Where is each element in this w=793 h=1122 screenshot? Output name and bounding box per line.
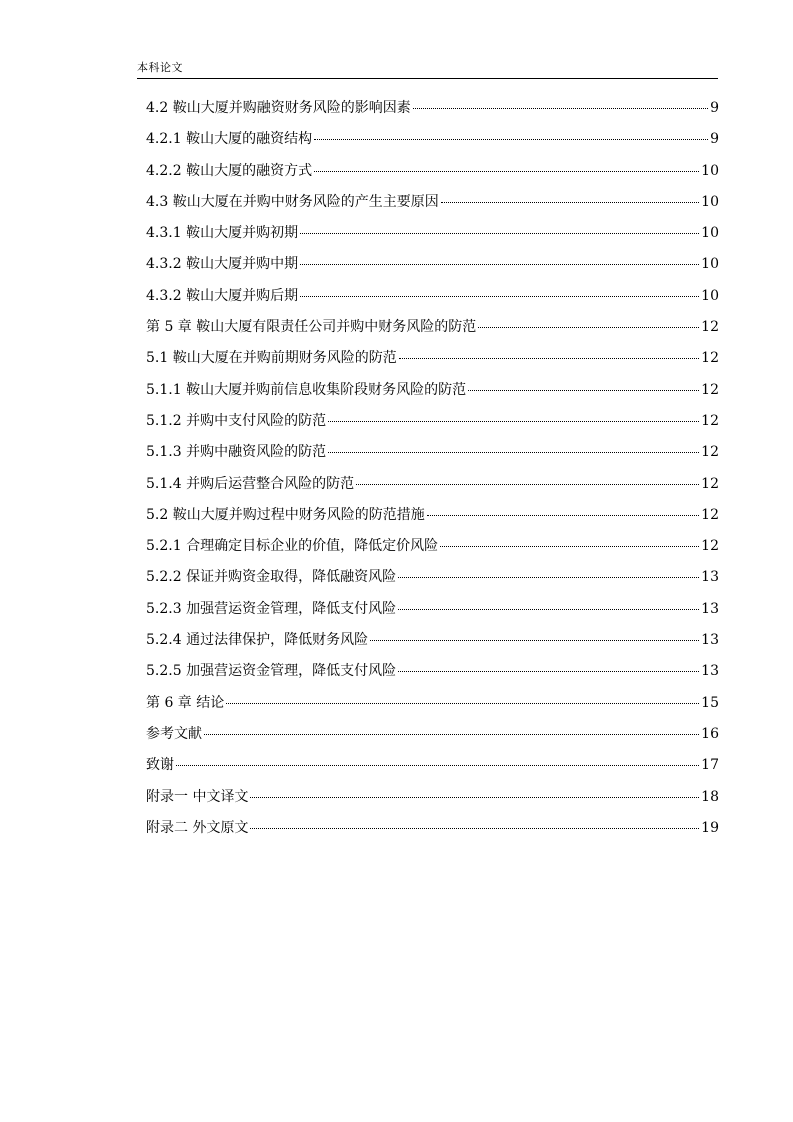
toc-entry-page: 10 — [701, 193, 719, 210]
toc-entry-page: 12 — [701, 444, 719, 461]
toc-dot-leader — [356, 484, 699, 485]
toc-entry[interactable] — [146, 535, 719, 566]
toc-entry-page: 13 — [701, 663, 719, 680]
toc-dot-leader — [441, 202, 699, 203]
toc-entry[interactable] — [146, 316, 719, 347]
toc-entry[interactable] — [146, 253, 719, 284]
toc-entry-title: 4.2 鞍山大厦并购融资财务风险的影响因素 — [146, 100, 411, 116]
toc-entry[interactable] — [146, 598, 719, 629]
toc-dot-leader — [328, 452, 699, 453]
toc-entry-page: 10 — [701, 256, 719, 273]
toc-entry[interactable] — [146, 160, 719, 191]
toc-entry-page: 10 — [701, 225, 719, 242]
toc-dot-leader — [398, 609, 699, 610]
toc-dot-leader — [204, 734, 699, 735]
toc-entry-title: 5.2.1 合理确定目标企业的价值，降低定价风险 — [146, 538, 439, 555]
toc-entry-title: 第 6 章 结论 — [146, 694, 225, 711]
toc-entry[interactable] — [146, 410, 719, 441]
toc-dot-leader — [413, 108, 708, 109]
toc-entry-page: 12 — [701, 350, 719, 367]
toc-dot-leader — [176, 765, 699, 766]
toc-entry[interactable] — [146, 692, 719, 723]
toc-entry-title: 4.3.1 鞍山大厦并购初期 — [146, 225, 299, 242]
toc-entry-title: 5.2.5 加强营运资金管理，降低支付风险 — [146, 663, 397, 680]
toc-entry[interactable] — [146, 347, 719, 378]
toc-entry-page: 12 — [701, 475, 719, 492]
toc-entry-page: 10 — [701, 162, 719, 179]
toc-dot-leader — [399, 358, 699, 359]
toc-entry[interactable] — [146, 629, 719, 660]
toc-dot-leader — [427, 515, 699, 516]
toc-entry-title: 4.2.2 鞍山大厦的融资方式 — [146, 162, 313, 179]
toc-entry[interactable] — [146, 285, 719, 316]
toc-entry[interactable] — [146, 191, 719, 222]
toc-entry-title: 致谢 — [146, 757, 174, 774]
toc-entry-title: 5.1.4 并购后运营整合风险的防范 — [146, 475, 355, 492]
toc-entry[interactable] — [146, 379, 719, 410]
toc-entry-page: 12 — [701, 506, 719, 523]
toc-entry[interactable] — [146, 754, 719, 785]
toc-dot-leader — [300, 233, 699, 234]
toc-dot-leader — [468, 390, 699, 391]
toc-entry-title: 5.2.2 保证并购资金取得，降低融资风险 — [146, 569, 397, 586]
toc-entry-title: 5.2.3 加强营运资金管理，降低支付风险 — [146, 600, 397, 617]
toc-entry[interactable] — [146, 786, 719, 817]
toc-dot-leader — [398, 671, 699, 672]
toc-entry-page: 16 — [701, 725, 719, 742]
toc-entry-page: 9 — [710, 131, 719, 148]
toc-entry-title: 5.2 鞍山大厦并购过程中财务风险的防范措施 — [146, 506, 425, 523]
toc-dot-leader — [478, 327, 699, 328]
toc-entry-title: 参考文献 — [146, 725, 202, 742]
toc-entry[interactable] — [146, 222, 719, 253]
table-of-contents — [146, 97, 719, 848]
toc-dot-leader — [398, 577, 699, 578]
toc-dot-leader — [300, 264, 699, 265]
toc-dot-leader — [300, 296, 699, 297]
toc-entry-page: 17 — [701, 757, 719, 774]
toc-entry-page: 15 — [701, 694, 719, 711]
toc-entry-page: 18 — [701, 788, 719, 805]
toc-entry-title: 附录一 中文译文 — [146, 788, 249, 805]
toc-dot-leader — [370, 640, 699, 641]
toc-entry-title: 5.1.2 并购中支付风险的防范 — [146, 412, 327, 429]
toc-entry[interactable] — [146, 723, 719, 754]
toc-dot-leader — [440, 546, 699, 547]
toc-entry-page: 10 — [701, 287, 719, 304]
toc-entry[interactable] — [146, 128, 719, 159]
toc-dot-leader — [250, 828, 699, 829]
header-rule — [137, 78, 718, 79]
toc-entry-page: 12 — [701, 381, 719, 398]
toc-entry[interactable] — [146, 97, 719, 128]
toc-entry-page: 13 — [701, 632, 719, 649]
toc-entry-title: 4.3.2 鞍山大厦并购中期 — [146, 256, 299, 273]
toc-entry[interactable] — [146, 566, 719, 597]
toc-entry-title: 4.3 鞍山大厦在并购中财务风险的产生主要原因 — [146, 193, 439, 210]
toc-dot-leader — [328, 421, 699, 422]
toc-entry[interactable] — [146, 817, 719, 848]
toc-entry-title: 5.2.4 通过法律保护，降低财务风险 — [146, 632, 369, 649]
toc-entry-title: 附录二 外文原文 — [146, 819, 249, 836]
toc-entry-page: 12 — [701, 319, 719, 336]
toc-entry-title: 5.1.3 并购中融资风险的防范 — [146, 444, 327, 461]
toc-entry-page: 13 — [701, 600, 719, 617]
toc-entry[interactable] — [146, 473, 719, 504]
toc-dot-leader — [314, 171, 699, 172]
toc-dot-leader — [314, 139, 708, 140]
running-header: 本科论文 — [137, 61, 183, 74]
toc-entry-title: 第 5 章 鞍山大厦有限责任公司并购中财务风险的防范 — [146, 319, 477, 336]
toc-entry[interactable] — [146, 660, 719, 691]
toc-entry-title: 5.1.1 鞍山大厦并购前信息收集阶段财务风险的防范 — [146, 381, 467, 398]
toc-entry-page: 12 — [701, 412, 719, 429]
toc-entry[interactable] — [146, 504, 719, 535]
toc-entry-title: 4.3.2 鞍山大厦并购后期 — [146, 287, 299, 304]
toc-entry-title: 5.1 鞍山大厦在并购前期财务风险的防范 — [146, 350, 397, 367]
toc-entry-page: 19 — [701, 819, 719, 836]
toc-entry-page: 12 — [701, 538, 719, 555]
toc-entry-title: 4.2.1 鞍山大厦的融资结构 — [146, 131, 313, 148]
toc-entry[interactable] — [146, 441, 719, 472]
toc-entry-page: 9 — [710, 100, 719, 116]
toc-entry-page: 13 — [701, 569, 719, 586]
toc-dot-leader — [250, 797, 699, 798]
toc-dot-leader — [226, 703, 699, 704]
